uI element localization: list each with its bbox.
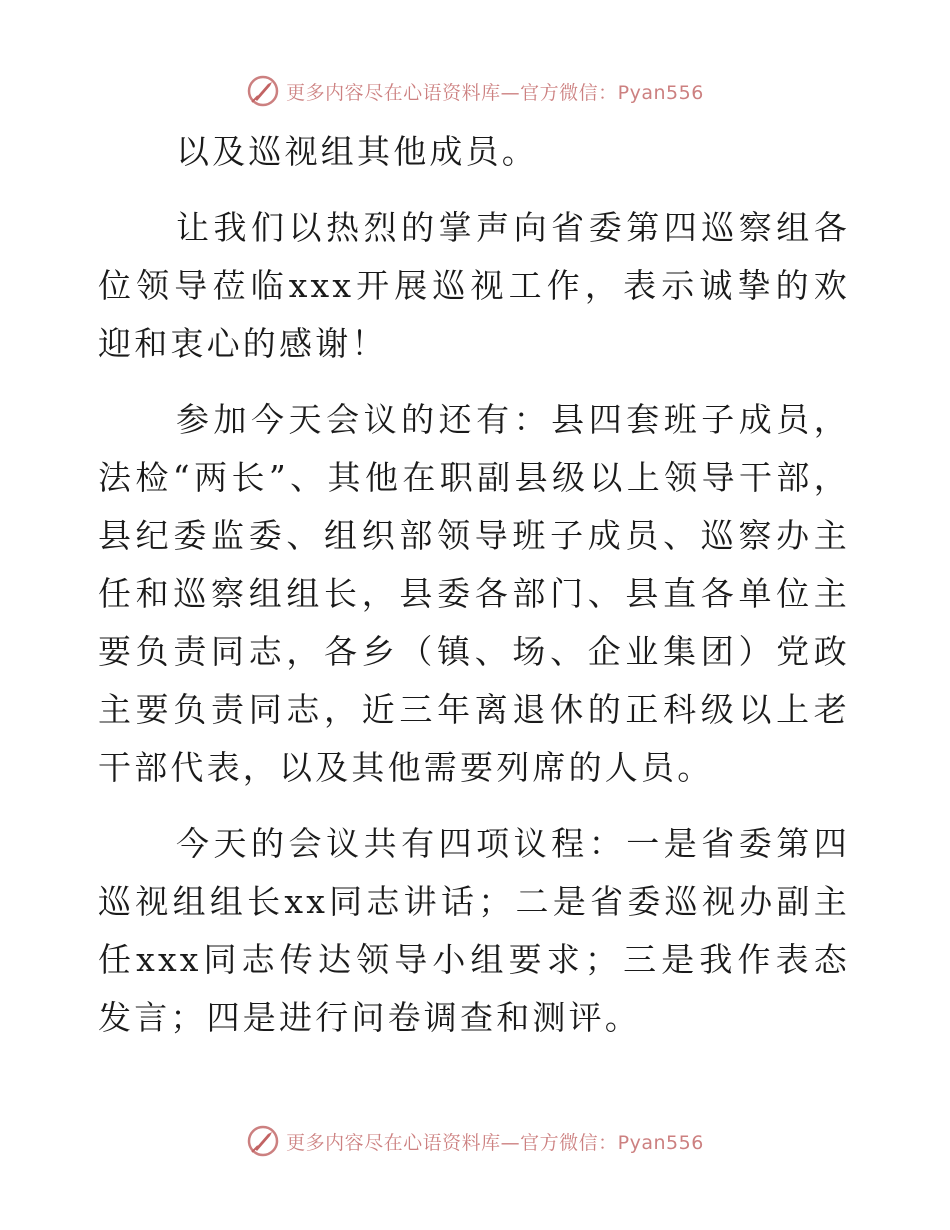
watermark-text: 更多内容尽在心语资料库—官方微信：Pyan556 [286,81,704,104]
header-watermark [0,71,950,111]
footer-watermark [0,1121,950,1161]
watermark-text: 更多内容尽在心语资料库—官方微信：Pyan556 [286,1131,704,1154]
quill-pen-logo-icon [246,1124,280,1158]
quill-pen-logo-icon [246,74,280,108]
paragraph-2: 让我们以热烈的掌声向省委第四巡察组各位领导莅临xxx开展巡视工作，表示诚挚的欢迎和衷心的感谢！ [98,208,850,363]
paragraph-1: 以及巡视组其他成员。 [176,132,538,171]
document-body [98,123,850,1065]
paragraph-3: 参加今天会议的还有：县四套班子成员，法检“两长”、其他在职副县级以上领导干部，县纪委监委、组织部领导班子成员、巡察办主任和巡察组组长，县委各部门、县直各单位主要负责同志，各乡（镇、场、企业集团）党政主要负责同志，近三年离退休的正科级以上老干部代表，以及其他需要列席的人员。 [98,400,850,787]
paragraph-4: 今天的会议共有四项议程：一是省委第四巡视组组长xx同志讲话；二是省委巡视办副主任xxx同志传达领导小组要求；三是我作表态发言；四是进行问卷调查和测评。 [98,824,850,1037]
